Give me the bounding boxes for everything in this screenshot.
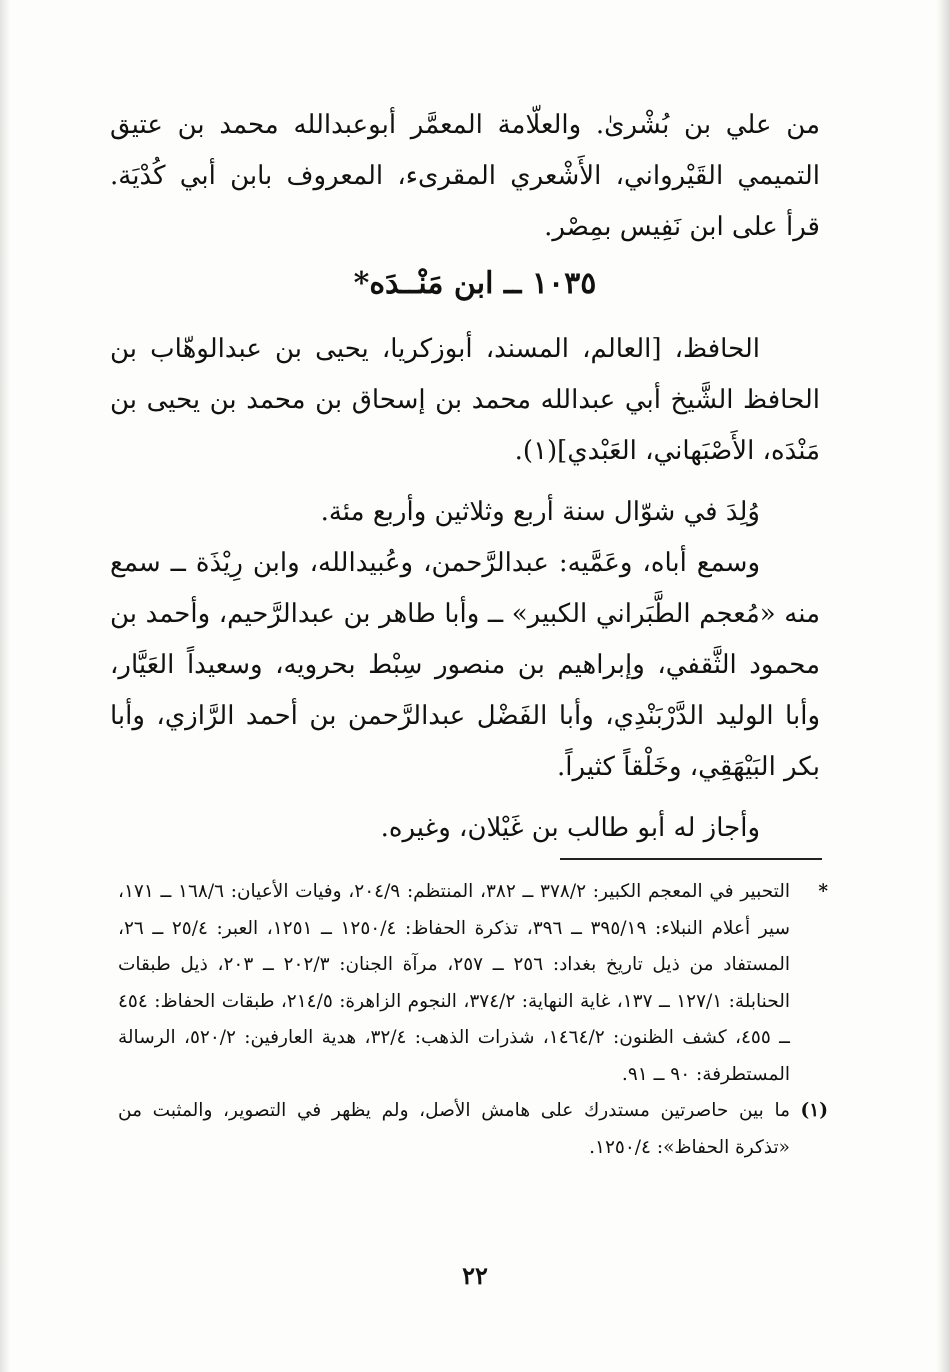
entry-paragraph-ijaza: وأجاز له أبو طالب بن غَيْلان، وغيره. <box>380 813 760 843</box>
page-edge-shadow <box>936 0 950 1372</box>
page-number: ٢٢ <box>462 1261 488 1290</box>
entry-paragraph-intro: الحافظ، [العالم، المسند، أبوزكريا، يحيى بن عبدالوهّاب بن الحافظ الشَّيخ أبي عبدالله محمد بن إسحاق بن محمد بن يحيى بن مَنْدَه، الأَصْبَهاني، العَبْدي](١). <box>110 334 820 466</box>
footnote-separator <box>560 858 822 860</box>
footnote-text: التحبير في المعجم الكبير: ٣٧٨/٢ ــ ٣٨٢، المنتظم: ٢٠٤/٩، وفيات الأعيان: ١٦٨/٦ ــ ١٧١، سير أعلام النبلاء: ٣٩٥/١٩ ــ ٣٩٦، تذكرة الحفاظ: ١٢٥٠/٤ ــ ١٢٥١، العبر: ٢٥/٤ ــ ٢٦، المستفاد من ذيل تاريخ بغداد: ٢٥٦ ــ ٢٥٧، مرآة الجنان: ٢٠٢/٣ ــ ٢٠٣، ذيل طبقات الحنابلة: ١٢٧/١ ــ ١٣٧، غاية النهاية: ٣٧٤/٢، النجوم الزاهرة: ٢١٤/٥، طبقات الحفاظ: ٤٥٤ ــ ٤٥٥، كشف الظنون: ١٤٦٤/٢، شذرات الذهب: ٣٢/٤، هدية العارفين: ٥٢٠/٢، الرسالة المستطرفة: ٩٠ ــ ٩١. <box>118 881 790 1085</box>
footnote-marker: (١) <box>800 1100 828 1121</box>
top-paragraph: من علي بن بُشْرىٰ. والعلّامة المعمَّر أبوعبدالله محمد بن عتيق التميمي القَيْرواني، الأَشْعري المقرىء، المعروف بابن أبي كُدْيَة. قرأ على ابن نَفِيس بمِصْر. <box>110 110 820 242</box>
footnote-sources <box>118 874 828 1093</box>
footnotes <box>118 874 828 1166</box>
previous-entry-text <box>110 100 820 253</box>
entry-heading: ١٠٣٥ ــ ابن مَنْــدَه* <box>353 266 597 301</box>
footnote-text: ما بين حاصرتين مستدرك على هامش الأصل، ولم يظهر في التصوير، والمثبت من «تذكرة الحفاظ»: ١٢٥٠/٤. <box>118 1100 790 1158</box>
footnote-marker: * <box>818 881 828 902</box>
entry-paragraph-birth: وُلِدَ في شوّال سنة أربع وثلاثين وأربع مئة. <box>320 497 760 527</box>
entry-body <box>110 324 820 854</box>
entry-paragraph-teachers: وسمع أباه، وعَمَّيه: عبدالرَّحمن، وعُبيدالله، وابن رِيْذَة ــ سمع منه «مُعجم الطَّبَراني الكبير» ــ وأبا طاهر بن عبدالرَّحيم، وأحمد بن محمود الثَّقفي، وإبراهيم بن منصور سِبْط بحرويه، وسعيداً العَيَّار، وأبا الوليد الدَّرْبَنْدِي، وأبا الفَضْل عبدالرَّحمن بن أحمد الرَّازي، وأبا بكر البَيْهَقِي، وخَلْقاً كثيراً. <box>110 548 820 782</box>
footnote-one <box>118 1093 828 1166</box>
page-edge-left <box>0 0 10 1372</box>
